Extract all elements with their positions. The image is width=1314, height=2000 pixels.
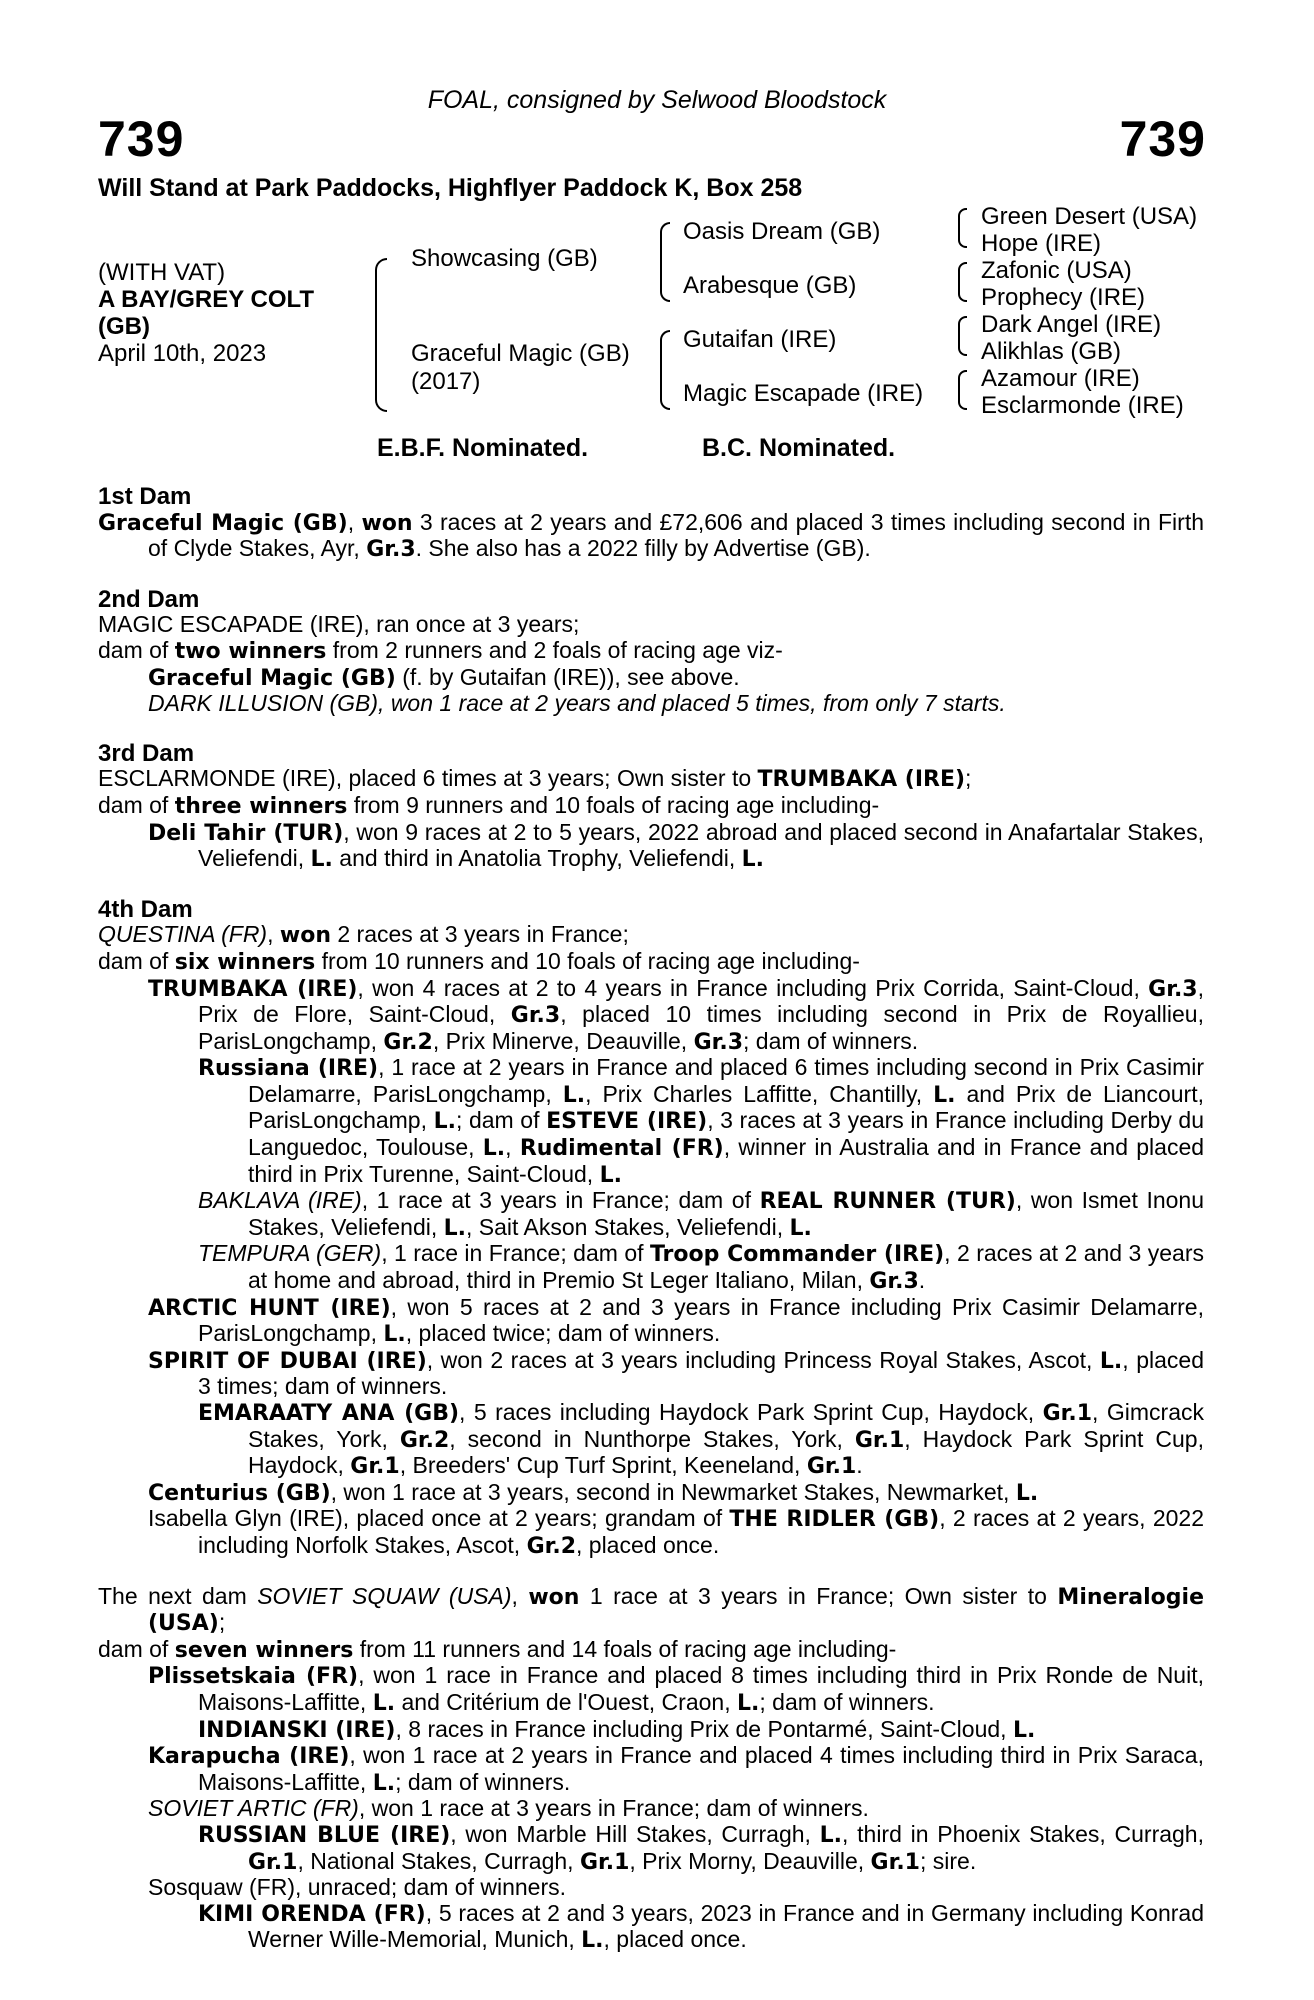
pedigree-brace-g3-3 xyxy=(958,316,967,356)
pedigree-brace-dam xyxy=(660,330,670,410)
list-item: SPIRIT OF DUBAI (IRE), won 2 races at 3 years including Princess Royal Stakes, Ascot, L., placed 3 times; dam of winners. xyxy=(148,1346,1204,1400)
third-dam-section xyxy=(98,741,1204,873)
lot-number-right: 739 xyxy=(1119,111,1206,167)
pedigree-brace-main xyxy=(375,258,387,412)
pedigree-brace-g3-2 xyxy=(958,262,967,302)
list-item: RUSSIAN BLUE (IRE), won Marble Hill Stakes, Curragh, L., third in Phoenix Stakes, Curragh, Gr.1, National Stakes, Curragh, Gr.1, Prix Morny, Deauville, Gr.1; sire. xyxy=(198,1820,1204,1875)
list-item: TRUMBAKA (IRE), won 4 races at 2 to 4 years in France including Prix Corrida, Saint-Cloud, Gr.3, Prix de Flore, Saint-Cloud, Gr.3, placed 10 times including second in Prix de Royallieu, ParisLongchamp, Gr.2, Prix Minerve, Deauville, Gr.3; dam of winners. xyxy=(148,974,1204,1055)
second-dam-line: MAGIC ESCAPADE (IRE), ran once at 3 years; xyxy=(98,611,580,638)
list-item: Isabella Glyn (IRE), placed once at 2 years; grandam of THE RIDLER (GB), 2 races at 2 years, 2022 including Norfolk Stakes, Ascot, Gr.2, placed once. xyxy=(148,1505,1204,1559)
vat-note: (WITH VAT) xyxy=(98,259,226,286)
next-dam-section xyxy=(98,1584,1204,1954)
bc-nomination: B.C. Nominated. xyxy=(702,434,896,462)
g3-0: Green Desert (USA) xyxy=(981,203,1198,230)
pedigree-brace-g3-1 xyxy=(958,208,967,248)
g3-6: Azamour (IRE) xyxy=(981,365,1140,392)
g3-4: Dark Angel (IRE) xyxy=(981,311,1162,338)
list-item: BAKLAVA (IRE), 1 race at 3 years in France; dam of REAL RUNNER (TUR), won Ismet Inonu Stakes, Veliefendi, L., Sait Akson Stakes, Veliefendi, L. xyxy=(198,1187,1204,1241)
fourth-dam-section xyxy=(98,897,1204,1560)
foaling-date: April 10th, 2023 xyxy=(98,340,267,367)
next-dam-line: The next dam SOVIET SQUAW (USA), won 1 race at 3 years in France; Own sister to Mineralogie (USA); xyxy=(98,1582,1204,1637)
list-item: Sosquaw (FR), unraced; dam of winners. xyxy=(148,1874,567,1901)
list-item: Graceful Magic (GB) (f. by Gutaifan (IRE)), see above. xyxy=(148,663,740,691)
third-dam-line: ESCLARMONDE (IRE), placed 6 times at 3 years; Own sister to TRUMBAKA (IRE); xyxy=(98,765,972,793)
sire: Showcasing (GB) xyxy=(411,245,598,272)
list-item: KIMI ORENDA (FR), 5 races at 2 and 3 years, 2023 in France and in Germany including Konrad Werner Wille-Memorial, Munich, L., placed once. xyxy=(198,1899,1204,1954)
horse-country: (GB) xyxy=(98,313,150,340)
list-item: Plissetskaia (FR), won 1 race in France and placed 8 times including third in Prix Ronde de Nuit, Maisons-Laffitte, L. and Critérium de l'Ouest, Craon, L.; dam of winners. xyxy=(148,1662,1204,1716)
g3-2: Zafonic (USA) xyxy=(981,257,1132,284)
fourth-dam-produce: dam of six winners from 10 runners and 10 foals of racing age including- xyxy=(98,947,860,975)
dam-year: (2017) xyxy=(411,368,481,395)
list-item: SOVIET ARTIC (FR), won 1 race at 3 years in France; dam of winners. xyxy=(148,1795,869,1822)
third-dam-heading: 3rd Dam xyxy=(98,739,195,767)
second-dam-produce: dam of two winners from 2 runners and 2 foals of racing age viz- xyxy=(98,636,783,664)
g3-3: Prophecy (IRE) xyxy=(981,284,1146,311)
pedigree-brace-g3-4 xyxy=(958,370,967,410)
list-item: Centurius (GB), won 1 race at 3 years, second in Newmarket Stakes, Newmarket, L. xyxy=(148,1478,1039,1506)
second-dam-section xyxy=(98,587,1204,717)
consignor-title: FOAL, consigned by Selwood Bloodstock xyxy=(427,86,887,114)
g3-7: Esclarmonde (IRE) xyxy=(981,392,1184,419)
first-dam-heading: 1st Dam xyxy=(98,483,192,510)
list-item: INDIANSKI (IRE), 8 races in France including Prix de Pontarmé, Saint-Cloud, L. xyxy=(198,1715,1036,1743)
list-item: Russiana (IRE), 1 race at 2 years in France and placed 6 times including second in Prix Casimir Delamarre, ParisLongchamp, L., Prix Charles Laffitte, Chantilly, L. and Prix de Liancourt, ParisLongchamp, L.; dam of ESTEVE (IRE), 3 races at 3 years in France including Derby du Languedoc, Toulouse, L., Rudimental (FR), winner in Australia and in France and placed third in Prix Turenne, Saint-Cloud, L. xyxy=(198,1054,1205,1188)
dam: Graceful Magic (GB) xyxy=(411,340,630,367)
list-item: EMARAATY ANA (GB), 5 races including Haydock Park Sprint Cup, Haydock, Gr.1, Gimcrack Stakes, York, Gr.2, second in Nunthorpe Stakes, York, Gr.1, Haydock Park Sprint Cup, Haydock, Gr.1, Breeders' Cup Turf Sprint, Keeneland, Gr.1. xyxy=(198,1399,1204,1480)
sire-sire: Oasis Dream (GB) xyxy=(683,218,881,245)
lot-number-left: 739 xyxy=(98,111,185,167)
list-item: Karapucha (IRE), won 1 race at 2 years in France and placed 4 times including third in Prix Saraca, Maisons-Laffitte, L.; dam of winners. xyxy=(148,1742,1204,1796)
sire-dam: Arabesque (GB) xyxy=(683,272,857,299)
dam-sire: Gutaifan (IRE) xyxy=(683,326,837,353)
horse-identity xyxy=(98,259,314,367)
dam-dam: Magic Escapade (IRE) xyxy=(683,380,924,407)
g3-1: Hope (IRE) xyxy=(981,230,1102,257)
first-dam-section xyxy=(98,484,1204,563)
first-dam-entry: Graceful Magic (GB), won 3 races at 2 years and £72,606 and placed 3 times including second in Firth of Clyde Stakes, Ayr, Gr.3. She also has a 2022 filly by Advertise (GB). xyxy=(98,508,1205,563)
catalogue-body xyxy=(98,484,1204,1954)
pedigree-brace-sire xyxy=(660,222,670,302)
next-dam-produce: dam of seven winners from 11 runners and 14 foals of racing age including- xyxy=(98,1635,897,1663)
g3-5: Alikhlas (GB) xyxy=(981,338,1122,365)
horse-description: A BAY/GREY COLT xyxy=(98,286,315,313)
list-item: TEMPURA (GER), 1 race in France; dam of Troop Commander (IRE), 2 races at 2 and 3 years at home and abroad, third in Premio St Leger Italiano, Milan, Gr.3. xyxy=(198,1240,1204,1295)
stand-location: Will Stand at Park Paddocks, Highflyer Paddock K, Box 258 xyxy=(98,174,803,202)
fourth-dam-heading: 4th Dam xyxy=(98,895,193,923)
list-item: Deli Tahir (TUR), won 9 races at 2 to 5 years, 2022 abroad and placed second in Anafartalar Stakes, Veliefendi, L. and third in Anatolia Trophy, Veliefendi, L. xyxy=(148,818,1204,873)
ebf-nomination: E.B.F. Nominated. xyxy=(377,434,589,462)
second-dam-heading: 2nd Dam xyxy=(98,585,200,613)
third-dam-produce: dam of three winners from 9 runners and 10 foals of racing age including- xyxy=(98,791,880,819)
list-item: ARCTIC HUNT (IRE), won 5 races at 2 and 3 years in France including Prix Casimir Delamarre, ParisLongchamp, L., placed twice; dam of winners. xyxy=(148,1293,1204,1348)
fourth-dam-line: QUESTINA (FR), won 2 races at 3 years in France; xyxy=(98,921,629,949)
list-item: DARK ILLUSION (GB), won 1 race at 2 years and placed 5 times, from only 7 starts. xyxy=(148,690,1006,717)
